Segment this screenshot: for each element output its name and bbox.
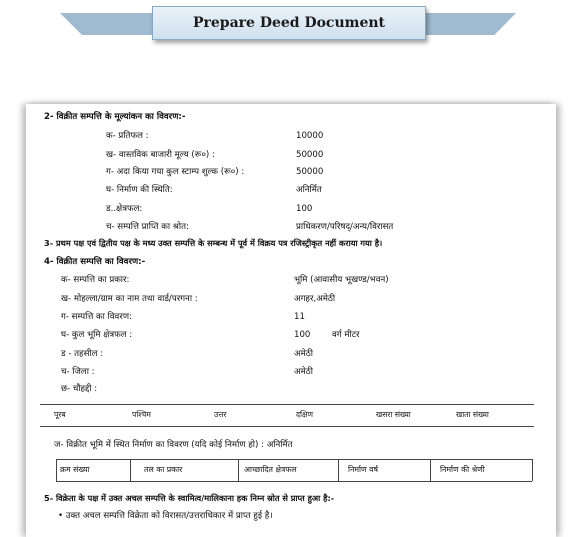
construction-table-divider: [532, 459, 533, 481]
sec4-label-locality: ख- मोहल्ला/ग्राम का नाम तथा वार्ड/परगना :: [61, 294, 198, 304]
construction-table-divider: [130, 459, 131, 481]
sec4-value-district: अमेठी: [294, 367, 313, 377]
sec2-label-area: ड..क्षेत्रफल:: [106, 204, 143, 214]
sec4-label-total-area: घ- कुल भूमि क्षेत्रफल :: [61, 330, 133, 340]
sec2-value-construction-status: अनिर्मित: [296, 185, 322, 195]
sec2-label-construction-status: घ- निर्माण की स्थिति:: [106, 185, 173, 195]
boundary-header-south: दक्षिण: [296, 410, 313, 419]
construction-table-bottom-border: [56, 481, 532, 482]
boundary-header-east: पूरब: [54, 410, 66, 419]
page-title: Prepare Deed Document: [152, 6, 426, 40]
sec2-value-area: 100: [296, 204, 313, 214]
sec2-value-market-value: 50000: [296, 150, 324, 160]
boundary-header-west: पश्चिम: [132, 410, 151, 419]
construction-header-category: निर्माण की श्रेणी: [440, 465, 485, 474]
boundary-header-khata-number: खाता संख्या: [456, 410, 489, 419]
boundary-header-khasra-number: खसरा संख्या: [376, 410, 411, 419]
deed-document: [26, 104, 556, 537]
sec4-value-property-details: 11: [294, 312, 305, 322]
sec4-value-locality: अगहर,अमेठी: [294, 294, 336, 304]
sec4-value-tehsil: अमेठी: [294, 349, 313, 359]
construction-table-divider: [238, 459, 239, 481]
sec4-area-unit: वर्ग मीटर: [332, 330, 360, 340]
sec4-label-district: च- जिला :: [61, 367, 95, 377]
banner-left-ribbon: [60, 13, 160, 35]
section5-heading: 5- विक्रेता के पक्ष में उक्त अचल सम्पत्ति के स्वामित्व/मालिकाना हक निम्न स्रोत से प्राप्त हुआ है:-: [44, 493, 335, 503]
construction-table-divider: [338, 459, 339, 481]
section2-heading: 2- विक्रीत सम्पत्ति के मूल्यांकन का विवरण:-: [44, 112, 186, 122]
construction-table-divider: [430, 459, 431, 481]
construction-header-serial: क्रम संख्या: [60, 465, 90, 474]
construction-header-covered-area: आच्छादित क्षेत्रफल: [244, 465, 297, 474]
sec2-label-consideration: क- प्रतिफल :: [106, 131, 149, 141]
sec2-value-source: प्राधिकरण/परिषद्/अन्य/विरासत: [296, 222, 394, 232]
section3-statement: 3- प्रथम पक्ष एवं द्वितीय पक्ष के मध्य उक्त सम्पत्ति के सम्बन्ध में पूर्व में विक्रय पत्र रजिस्ट्रीकृत नहीं कराया गया है।: [44, 238, 383, 248]
section5-bullet: • उक्त अचल सम्पत्ति विक्रेता को विरासत/उत्तराधिकार में प्राप्त हुई है।: [58, 511, 273, 521]
construction-table-divider: [56, 459, 57, 481]
sec4-label-tehsil: ड - तहसील :: [61, 349, 104, 359]
sec4-value-property-type: भूमि (आवासीय भूखण्ड/भवन): [294, 275, 389, 285]
construction-table-top-border: [56, 459, 532, 460]
section4-heading: 4- विक्रीत सम्पत्ति का विवरण:-: [44, 257, 146, 267]
boundary-table-bottom-border: [40, 426, 534, 427]
sec4-label-boundaries: छ- चौहद्दी :: [61, 384, 98, 394]
sec2-value-consideration: 10000: [296, 131, 324, 141]
sec4-value-total-area: 100: [294, 330, 311, 340]
sec4-label-property-type: क- सम्पत्ति का प्रकार:: [61, 275, 130, 285]
header-banner: [0, 0, 575, 60]
boundary-header-north: उत्तर: [214, 410, 227, 419]
sec2-value-stamp-duty: 50000: [296, 167, 324, 177]
banner-right-ribbon: [418, 13, 516, 35]
sec2-label-source: च- सम्पत्ति प्राप्ति का श्रोत:: [106, 222, 189, 232]
sec2-label-market-value: ख- वास्तविक बाजारी मूल्य (रू०) :: [106, 150, 215, 160]
sec2-label-stamp-duty: ग- अदा किया गया कुल स्टाम्प शुल्क (रू०) :: [106, 167, 245, 177]
construction-note: ज- विक्रीत भूमि में स्थित निर्माण का विवरण (यदि कोई निर्माण हो) : अनिर्मित: [54, 440, 293, 450]
sec4-label-property-details: ग- सम्पत्ति का विवरण:: [61, 312, 132, 322]
boundary-table-top-border: [40, 404, 534, 405]
construction-header-floor-type: तल का प्रकार: [144, 465, 183, 474]
construction-header-year: निर्माण वर्ष: [348, 465, 378, 474]
